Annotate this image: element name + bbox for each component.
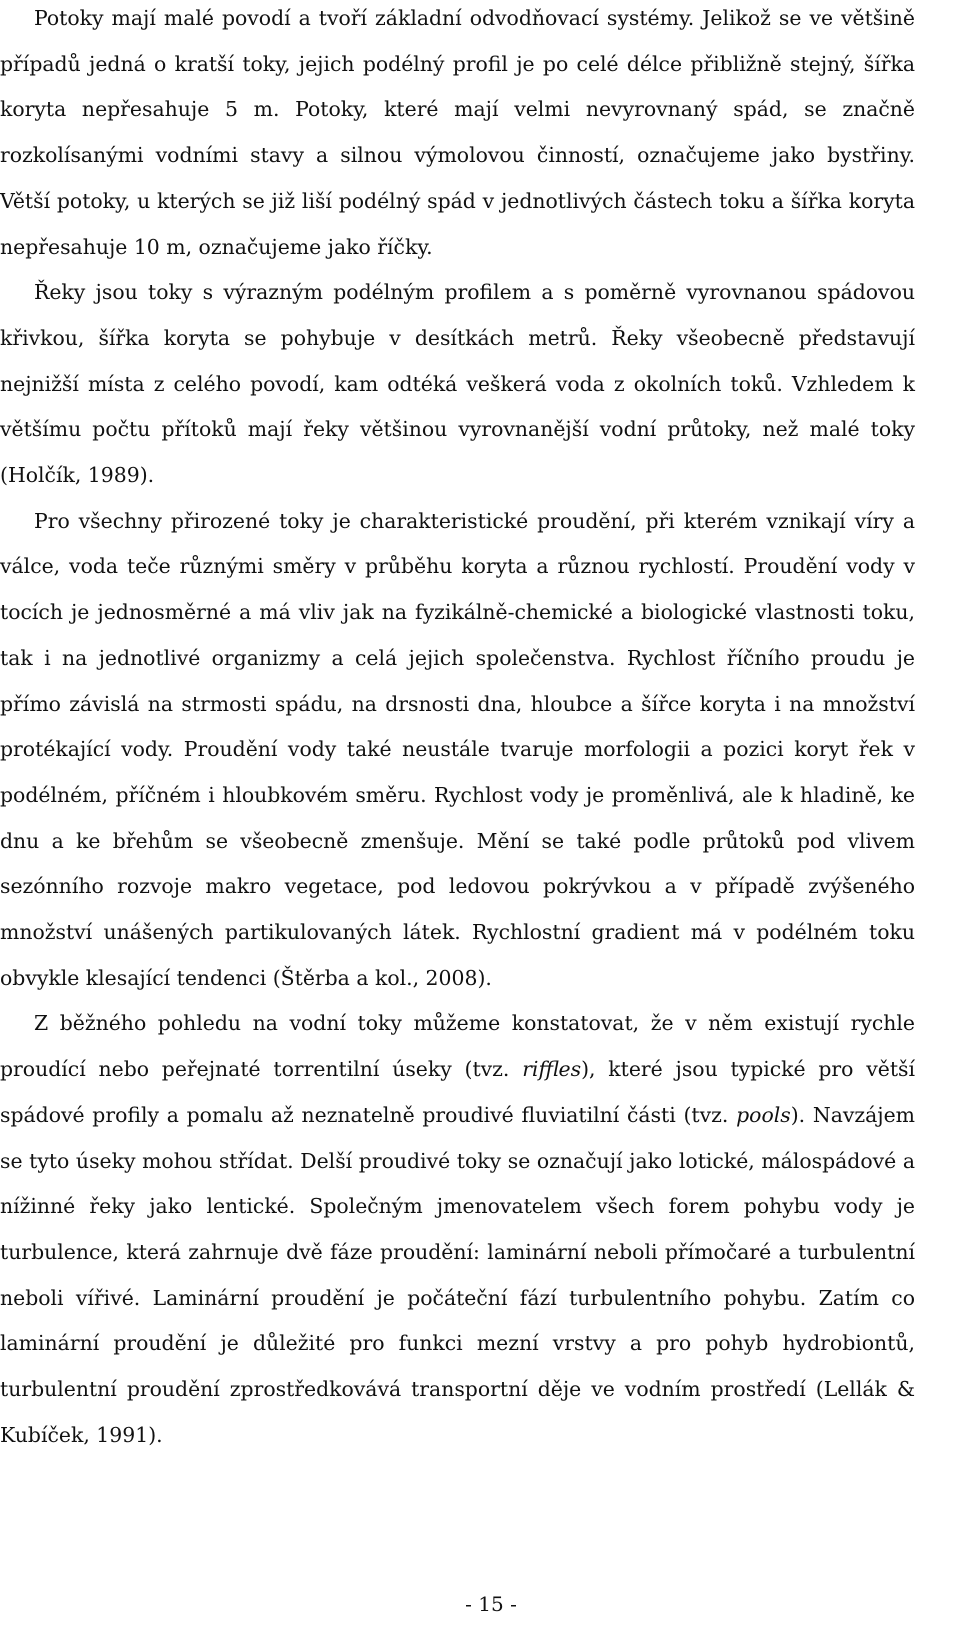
paragraph-turbulence	[0, 1001, 915, 1458]
paragraph-text: Řeky jsou toky s výrazným podélným profilem a s poměrně vyrovnanou spádovou křivkou, šířka koryta se pohybuje v desítkách metrů. Řeky všeobecně představují nejnižší místa z celého povodí, kam odtéká veškerá voda z okolních toků. Vzhledem k většímu počtu přítoků mají řeky většinou vyrovnanější vodní průtoky, než malé toky (Holčík, 1989).	[0, 280, 915, 488]
paragraph-text: ), které jsou typické pro větší spádové profily a pomalu až neznatelně proudivé fluviatilní části (tvz.	[0, 1057, 915, 1127]
paragraph-reky	[0, 270, 915, 499]
term-pools: pools	[736, 1102, 791, 1127]
paragraph-proudeni	[0, 499, 915, 1002]
term-riffles: riffles	[522, 1057, 582, 1082]
paragraph-potoky	[0, 0, 915, 270]
paragraph-text: Pro všechny přirozené toky je charakteristické proudění, při kterém vznikají víry a válce, voda teče různými směry v průběhu koryta a různou rychlostí. Proudění vody v tocích je jednosměrné a má vliv jak na fyzikálně-chemické a biologické vlastnosti toku, tak i na jednotlivé organizmy a celá jejich společenstva. Rychlost říčního proudu je přímo závislá na strmosti spádu, na drsnosti dna, hloubce a šířce koryta i na množství protékající vody. Proudění vody také neustále tvaruje morfologii a pozici koryt řek v podélném, příčném i hloubkovém směru. Rychlost vody je proměnlivá, ale k hladině, ke dnu a ke břehům se všeobecně zmenšuje. Mění se také podle průtoků pod vlivem sezónního rozvoje makro vegetace, pod ledovou pokrývkou a v případě zvýšeného množství unášených partikulovaných látek. Rychlostní gradient má v podélném toku obvykle klesající tendenci (Štěrba a kol., 2008).	[0, 508, 915, 990]
page-number: - 15 -	[465, 1592, 517, 1616]
paragraph-text: ). Navzájem se tyto úseky mohou střídat. Delší proudivé toky se označují jako lotické, málospádové a nížinné řeky jako lentické. Společným jmenovatelem všech forem pohybu vody je turbulence, která zahrnuje dvě fáze proudění: laminární neboli přímočaré a turbulentní neboli vířivé. Laminární proudění je počáteční fází turbulentního pohybu. Zatím co laminární proudění je důležité pro funkci mezní vrstvy a pro pohyb hydrobiontů, turbulentní proudění zprostředkovává transportní děje ve vodním prostředí (Lellák & Kubíček, 1991).	[0, 1102, 916, 1447]
paragraph-text: Z běžného pohledu na vodní toky můžeme konstatovat, že v něm existují rychle proudící nebo peřejnaté torrentilní úseky (tvz.	[0, 1011, 915, 1082]
paragraph-text: Potoky mají malé povodí a tvoří základní odvodňovací systémy. Jelikož se ve většině případů jedná o kratší toky, jejich podélný profil je po celé délce přibližně stejný, šířka koryta nepřesahuje 5 m. Potoky, které mají velmi nevyrovnaný spád, se značně rozkolísanými vodními stavy a silnou výmolovou činností, označujeme jako bystřiny. Větší potoky, u kterých se již liší podélný spád v jednotlivých částech toku a šířka koryta nepřesahuje 10 m, označujeme jako říčky.	[0, 6, 915, 259]
